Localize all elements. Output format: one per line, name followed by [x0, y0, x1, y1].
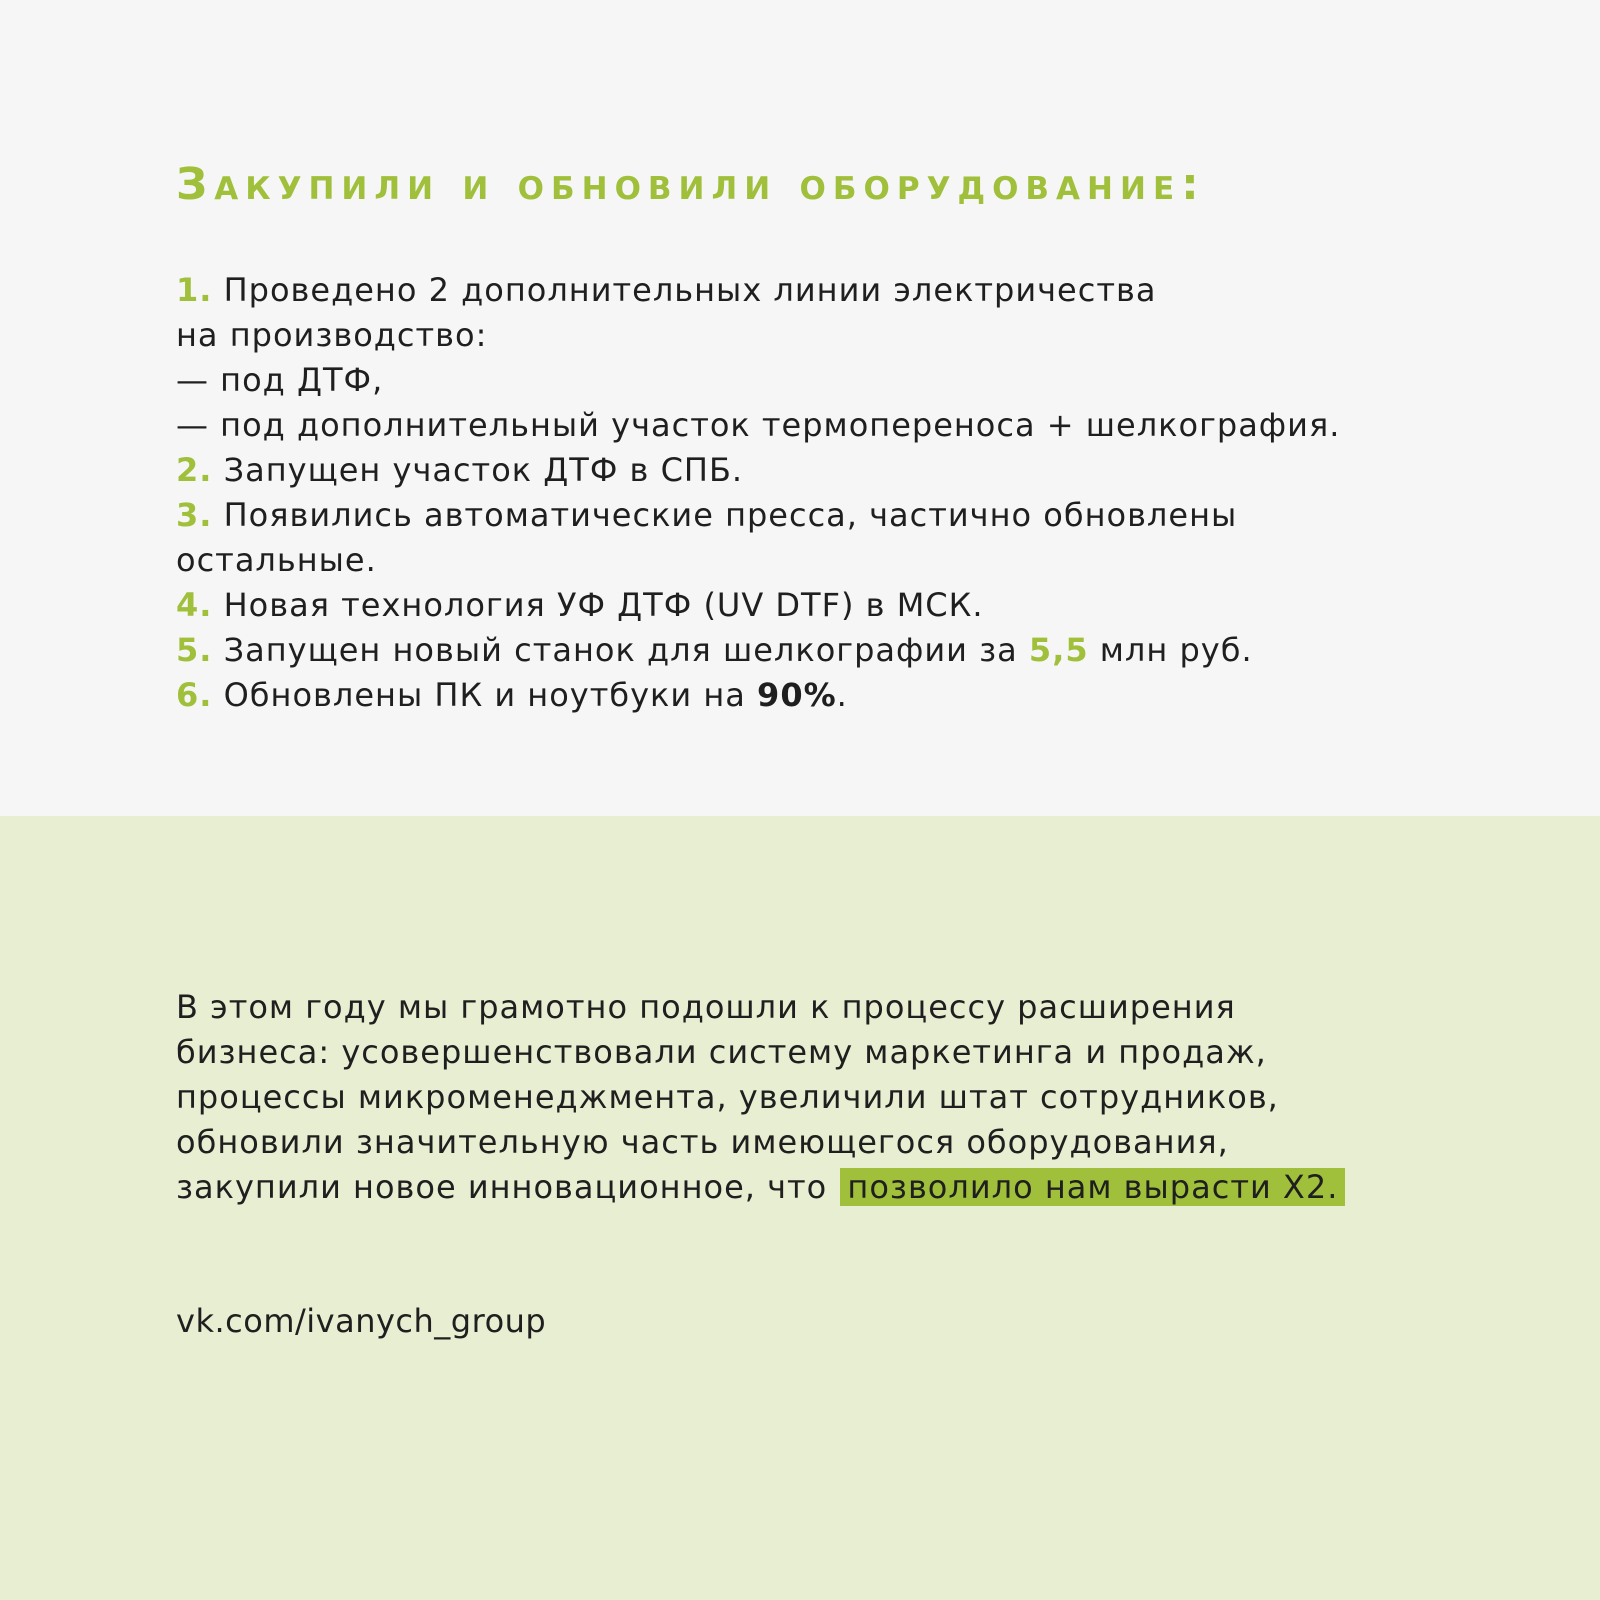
- summary-highlight: позволило нам вырасти Х2.: [840, 1168, 1345, 1206]
- list-item-5: [176, 628, 1556, 673]
- summary-paragraph: [176, 985, 1556, 1210]
- list-item-1-text: Проведено 2 дополнительных линии электричества: [223, 271, 1157, 309]
- list-item-6-period: .: [836, 676, 848, 714]
- list-item-5-number: 5.: [176, 631, 213, 669]
- vk-group-link[interactable]: vk.com/ivanych_group: [176, 1302, 547, 1340]
- list-item-4: [176, 583, 1556, 628]
- list-item-3-line-1: [176, 493, 1556, 538]
- summary-line-3: процессы микроменеджмента, увеличили штат сотрудников,: [176, 1078, 1279, 1116]
- equipment-list: [176, 268, 1556, 718]
- list-item-6-number: 6.: [176, 676, 213, 714]
- list-item-4-number: 4.: [176, 586, 213, 624]
- summary-line-5-text: закупили новое инновационное, что: [176, 1168, 828, 1206]
- list-item-6-text: Обновлены ПК и ноутбуки на: [223, 676, 746, 714]
- list-item-1-number: 1.: [176, 271, 213, 309]
- list-item-6-percent: 90%: [757, 676, 837, 714]
- list-item-3-line-2: остальные.: [176, 541, 377, 579]
- summary-line-5: [176, 1165, 1556, 1210]
- list-item-2: [176, 448, 1556, 493]
- list-item-2-number: 2.: [176, 451, 213, 489]
- summary-line-1: В этом году мы грамотно подошли к процессу расширения: [176, 988, 1236, 1026]
- list-item-1-line-2: на производство:: [176, 316, 488, 354]
- list-item-6: [176, 673, 1556, 718]
- list-item-5-unit: млн руб.: [1099, 631, 1253, 669]
- list-item-4-text: Новая технология УФ ДТФ (UV DTF) в МСК.: [223, 586, 984, 624]
- list-item-3-text: Появились автоматические пресса, частично обновлены: [223, 496, 1238, 534]
- summary-line-4: обновили значительную часть имеющегося оборудования,: [176, 1123, 1229, 1161]
- list-item-1-line-1: [176, 268, 1556, 313]
- list-item-5-text: Запущен новый станок для шелкографии за: [223, 631, 1018, 669]
- list-item-3-number: 3.: [176, 496, 213, 534]
- heading: Закупили и обновили оборудование:: [176, 159, 1206, 210]
- list-item-1-sub-2: — под дополнительный участок термопереноса + шелкография.: [176, 406, 1341, 444]
- summary-line-2: бизнеса: усовершенствовали систему маркетинга и продаж,: [176, 1033, 1267, 1071]
- list-item-2-text: Запущен участок ДТФ в СПБ.: [223, 451, 744, 489]
- list-item-1-sub-1: — под ДТФ,: [176, 361, 384, 399]
- list-item-5-amount: 5,5: [1028, 631, 1089, 669]
